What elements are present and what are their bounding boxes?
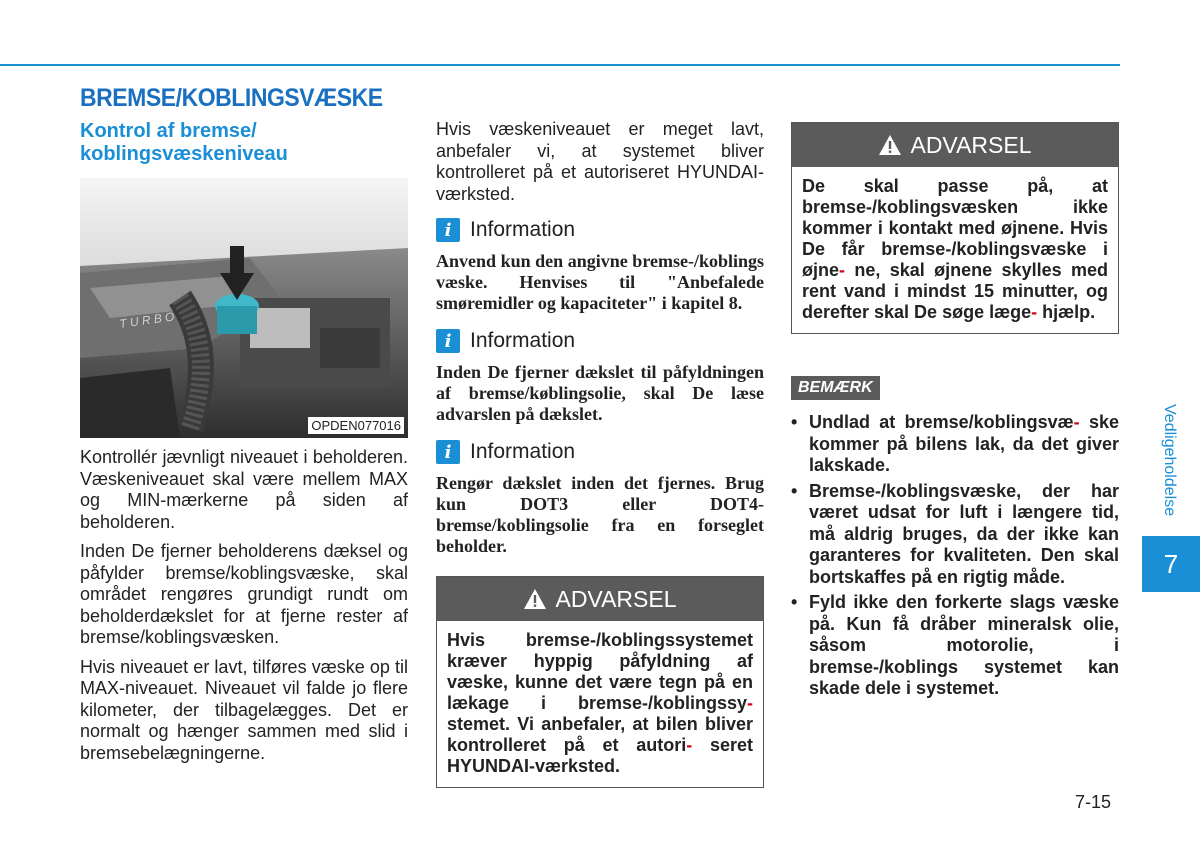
sub-title-line1: Kontrol af bremse/ — [80, 120, 257, 142]
note-item — [791, 481, 1119, 589]
warning-title: ADVARSEL — [910, 131, 1032, 158]
info-icon: i — [436, 440, 460, 464]
note-tag: BEMÆRK — [791, 376, 880, 400]
note-item — [791, 592, 1119, 700]
info-heading — [436, 439, 764, 465]
info-text: Inden De fjerner dækslet til påfyldningen af bremse/køblingsolie, skal De læse advarslen på dækslet. — [436, 362, 764, 424]
sub-title — [80, 120, 410, 166]
warning-header — [437, 577, 763, 621]
info-icon: i — [436, 218, 460, 242]
col1-paragraph: Hvis niveauet er lavt, tilføres væske op til MAX-niveauet. Niveauet vil falde jo flere kilometer, der tilbagelægges. Det er normalt og hænger sammen med slid i bremsebelægningerne. — [80, 656, 408, 763]
warning-box-right — [791, 122, 1119, 334]
warning-box-mid — [436, 576, 764, 788]
note-text: Undlad at bremse/koblingsvæ — [809, 412, 1074, 432]
note-text: Bremse-/koblingsvæske, der har været udsat for luft i længere tid, må aldrig bruges, da der ikke kan garanteres for kvaliteten. Den skal bortskaffes på en rigtig måde. — [809, 480, 1119, 587]
note-list — [791, 412, 1119, 704]
warning-text-part: Hvis bremse-/koblingssystemet kræver hyppig påfyldning af væske, kunne det være tegn på en lækage i bremse-/koblingssy — [447, 630, 753, 713]
info-heading — [436, 217, 764, 243]
warning-text — [792, 167, 1118, 333]
svg-text:T U R B O: T U R B O — [118, 309, 176, 331]
col1-body — [80, 447, 408, 772]
red-hyphen: - — [747, 693, 753, 713]
side-tab-label: Vedligeholdelse — [1161, 404, 1178, 517]
chapter-tab: 7 — [1142, 536, 1200, 592]
engine-bay-figure — [80, 178, 408, 438]
warning-text-part: De skal passe på, at bremse-/koblingsvæsken ikke kommer i kontakt med øjnene. Hvis De får bremse-/koblingsvæske i øjne — [802, 176, 1108, 280]
info-text: Anvend kun den angivne bremse-/koblings væske. Henvises til "Anbefalede smøremidler og kapaciteter" i kapitel 8. — [436, 251, 764, 313]
warning-text-part: stemet. Vi anbefaler, at bilen bliver kontrolleret på et autori — [447, 714, 753, 755]
info-title: Information — [470, 440, 576, 463]
note-text: ske kommer på bilens lak, da det giver lakskade. — [809, 412, 1119, 475]
note-text: Fyld ikke den forkerte slags væske på. Kun få dråber mineralsk olie, såsom motorolie, i bremse-/koblings systemet kan skade dele i systemet. — [809, 592, 1119, 698]
section-title: BREMSE/KOBLINGSVÆSKE — [80, 84, 383, 112]
figure-code: OPDEN077016 — [308, 417, 404, 434]
sub-title-line2: koblingsvæskeniveau — [80, 143, 288, 165]
col1-paragraph: Inden De fjerner beholderens dæksel og påfylder bremse/koblingsvæske, skal området rengøres grundigt rundt om beholderdækslet for at fjerne rester af bremse/koblingsvæsken. — [80, 541, 408, 647]
info-heading — [436, 328, 764, 354]
warning-text-part: ne, skal øjnene skylles med rent vand i mindst 15 minutter, og derefter skal De søge læge — [802, 260, 1108, 322]
warning-header — [792, 123, 1118, 167]
info-icon: i — [436, 329, 460, 353]
note-item — [791, 412, 1119, 477]
red-hyphen: - — [1073, 412, 1080, 432]
info-title: Information — [470, 329, 576, 352]
warning-triangle-icon — [523, 588, 547, 610]
page-number: 7-15 — [1075, 792, 1112, 812]
col2 — [436, 119, 764, 557]
red-hyphen: - — [839, 260, 846, 280]
warning-text — [437, 621, 763, 787]
top-rule — [0, 64, 1120, 66]
col1-paragraph: Kontrollér jævnligt niveauet i beholderen. Væskeniveauet skal være mellem MAX og MIN-mærkerne på siden af beholderen. — [80, 447, 408, 532]
warning-triangle-icon — [878, 134, 902, 156]
engine-bay-illustration — [80, 178, 408, 438]
warning-text-part: hjælp. — [1042, 302, 1096, 322]
info-title: Information — [470, 218, 576, 241]
info-text: Rengør dækslet inden det fjernes. Brug kun DOT3 eller DOT4- bremse/koblingsolie fra en forseglet beholder. — [436, 473, 764, 556]
red-hyphen: - — [686, 735, 693, 755]
warning-text-part: seret HYUNDAI-værksted. — [447, 735, 753, 776]
warning-title: ADVARSEL — [555, 585, 677, 612]
col2-intro: Hvis væskeniveauet er meget lavt, anbefaler vi, at systemet bliver kontrolleret på et autoriseret HYUNDAI-værksted. — [436, 119, 764, 204]
red-hyphen: - — [1031, 302, 1038, 322]
